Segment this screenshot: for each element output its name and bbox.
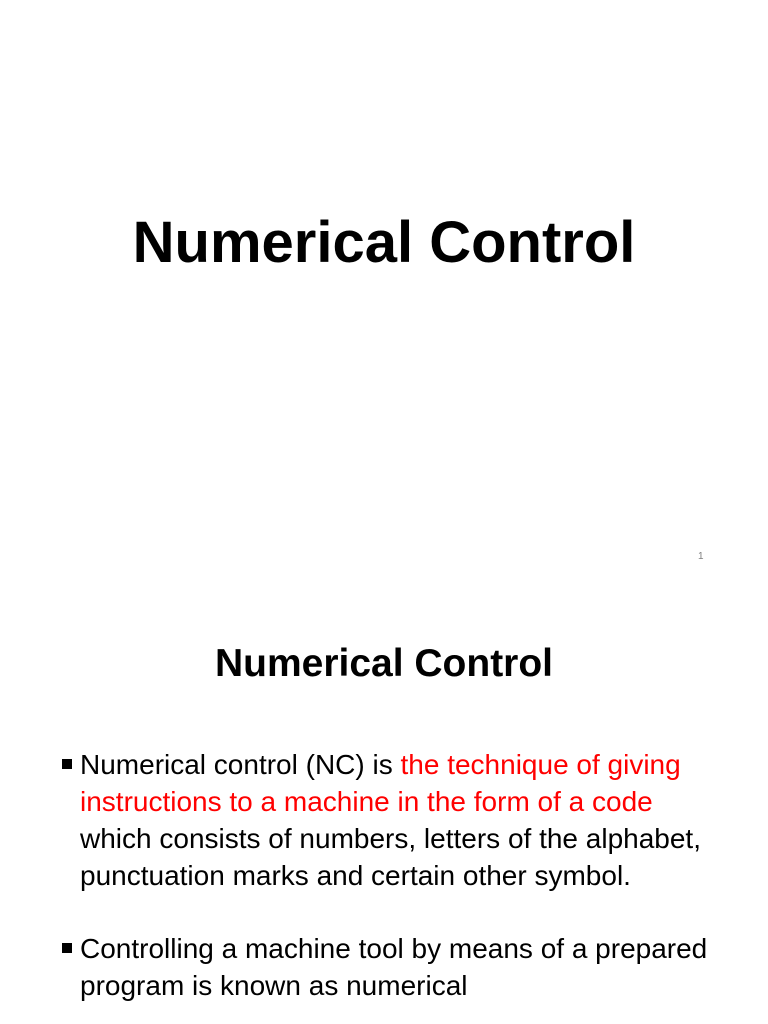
slide-1-title: Numerical Control xyxy=(132,210,636,275)
bullet-text: Numerical control (NC) is xyxy=(80,749,401,780)
bullet-list xyxy=(0,746,768,1024)
bullet-text: Controlling a machine tool by means of a prepared program is known as numerical xyxy=(80,933,708,1001)
bullet-item xyxy=(0,930,768,1004)
bullet-emphasis-text: the technique of giving instructions to a machine in the form of a code xyxy=(80,749,681,817)
square-bullet-icon xyxy=(62,759,72,769)
slide-2-title: Numerical Control xyxy=(214,642,554,685)
bullet-text: which consists of numbers, letters of the alphabet, punctuation marks and certain other symbol. xyxy=(80,823,701,891)
bullet-item xyxy=(0,746,768,894)
slide-number: 1 xyxy=(698,551,704,562)
square-bullet-icon xyxy=(62,943,72,953)
